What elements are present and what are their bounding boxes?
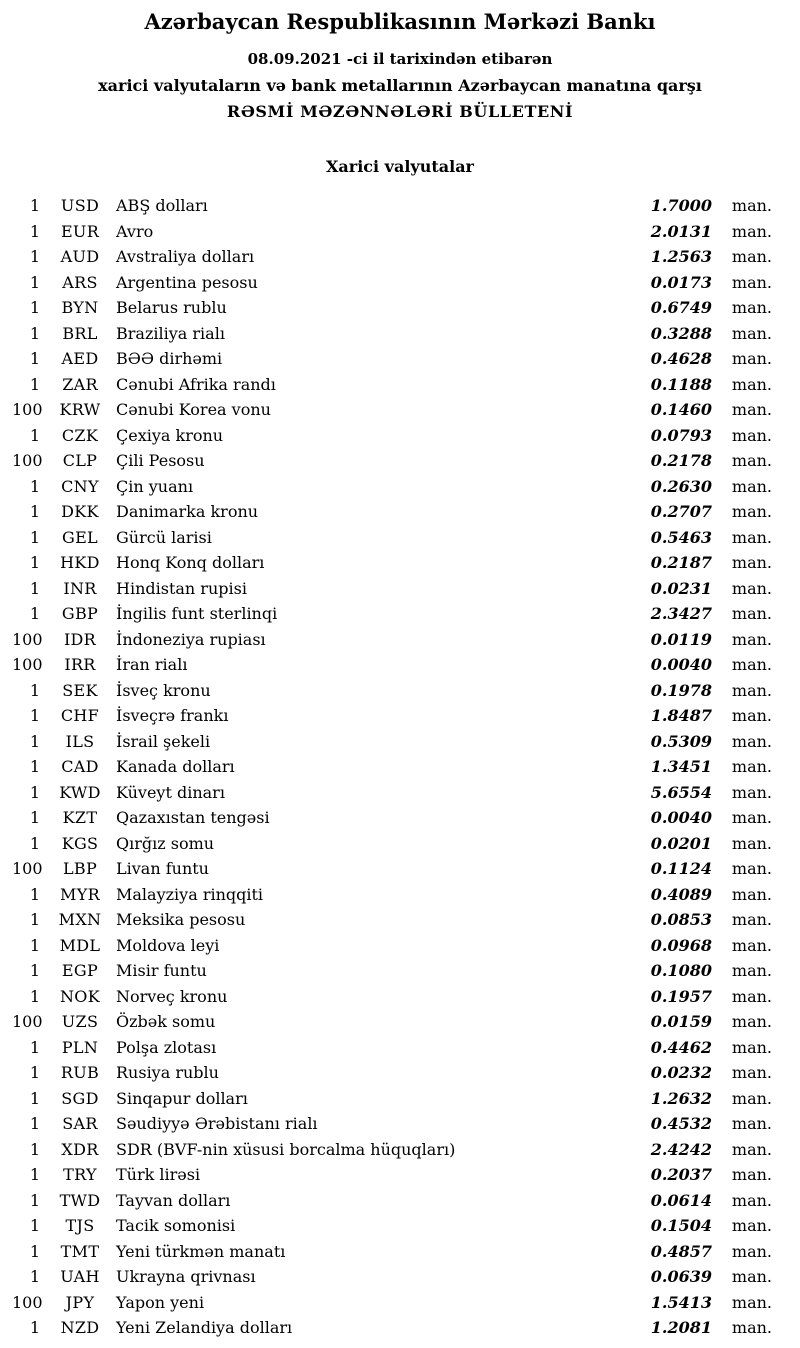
unit-label: man.	[731, 731, 772, 751]
quantity: 1	[29, 298, 40, 317]
table-row	[0, 1009, 800, 1035]
unit-label: man.	[731, 1267, 772, 1286]
rate-value: 0.0968	[650, 935, 712, 955]
unit-label: man.	[731, 884, 772, 904]
currency-name: Meksika pesosu	[116, 910, 246, 929]
table-row	[0, 219, 800, 245]
table-row	[0, 1264, 800, 1290]
quantity: 100	[12, 859, 43, 878]
table-row	[0, 295, 800, 321]
currency-name: İsveç kronu	[116, 680, 211, 700]
quantity: 1	[29, 782, 40, 802]
currency-name: Tacik somonisi	[116, 1216, 236, 1235]
rate-value: 0.4628	[650, 349, 712, 368]
rate-value: 0.0793	[650, 425, 712, 445]
quantity: 1	[29, 1165, 40, 1184]
quantity: 1	[29, 1063, 40, 1082]
currency-name: İsveçrə frankı	[116, 706, 229, 725]
currency-name: Yeni türkmən manatı	[116, 1241, 286, 1261]
currency-code: CZK	[61, 425, 99, 445]
table-row	[0, 397, 800, 423]
currency-code: MYR	[60, 884, 100, 904]
currency-name: Polşa zlotası	[116, 1037, 217, 1057]
table-row	[0, 499, 800, 525]
currency-name: Avro	[116, 221, 154, 241]
table-row	[0, 270, 800, 296]
quantity: 1	[29, 196, 40, 215]
quantity: 100	[12, 400, 43, 419]
currency-code: HKD	[60, 553, 100, 572]
currency-code: EUR	[60, 221, 100, 241]
rate-value: 0.0232	[650, 1063, 712, 1082]
currency-code: CHF	[60, 706, 100, 725]
table-row	[0, 703, 800, 729]
quantity: 1	[29, 374, 40, 394]
currency-name: Malayziya rinqqiti	[116, 884, 264, 904]
unit-label: man.	[731, 298, 772, 317]
unit-label: man.	[731, 1292, 772, 1312]
currency-name: Səudiyyə Ərəbistanı rialı	[116, 1114, 318, 1133]
rate-value: 0.2187	[650, 553, 712, 572]
currency-code: SGD	[61, 1088, 99, 1108]
quantity: 1	[29, 349, 40, 368]
table-row	[0, 1315, 800, 1341]
currency-code: ILS	[65, 731, 95, 751]
quantity: 1	[29, 221, 40, 241]
quantity: 1	[29, 1037, 40, 1057]
currency-name: Kanada dolları	[116, 757, 235, 776]
subtitle-line-1: xarici valyutaların və bank metallarının Azərbaycan manatına qarşı	[98, 76, 702, 95]
currency-code: IDR	[63, 629, 97, 649]
table-row	[0, 984, 800, 1010]
quantity: 1	[29, 757, 40, 776]
quantity: 1	[29, 935, 40, 955]
table-row	[0, 958, 800, 984]
quantity: 100	[12, 1292, 43, 1312]
currency-name: Rusiya rublu	[116, 1063, 219, 1082]
rate-value: 0.0201	[650, 833, 712, 853]
quantity: 1	[29, 986, 40, 1006]
unit-label: man.	[731, 655, 772, 674]
subtitle-line-2: RƏSMİ MƏZƏNNƏLƏRİ BÜLLETENİ	[226, 102, 574, 121]
unit-label: man.	[731, 961, 772, 980]
unit-label: man.	[731, 757, 772, 776]
unit-label: man.	[731, 629, 772, 649]
quantity: 1	[29, 425, 40, 445]
rate-value: 0.0159	[650, 1012, 712, 1031]
unit-label: man.	[731, 502, 772, 521]
rate-value: 0.1460	[650, 400, 712, 419]
unit-label: man.	[731, 833, 772, 853]
table-row	[0, 346, 800, 372]
quantity: 1	[29, 1216, 40, 1235]
table-row	[0, 474, 800, 500]
currency-code: NOK	[60, 986, 100, 1006]
quantity: 1	[29, 247, 40, 266]
rate-value: 5.6554	[650, 782, 712, 802]
unit-label: man.	[731, 910, 772, 929]
unit-label: man.	[731, 1241, 772, 1261]
unit-label: man.	[731, 221, 772, 241]
quantity: 1	[29, 1241, 40, 1261]
currency-code: ZAR	[62, 374, 98, 394]
table-row	[0, 856, 800, 882]
unit-label: man.	[731, 323, 772, 343]
quantity: 1	[29, 323, 40, 343]
rate-value: 0.0040	[650, 808, 712, 827]
currency-code: INR	[63, 578, 97, 598]
table-row	[0, 882, 800, 908]
quantity: 1	[29, 731, 40, 751]
unit-label: man.	[731, 604, 772, 623]
rate-value: 0.6749	[650, 298, 712, 317]
rate-value: 0.1978	[650, 680, 712, 700]
quantity: 1	[29, 833, 40, 853]
rate-value: 0.4089	[650, 884, 712, 904]
quantity: 1	[29, 1318, 40, 1337]
unit-label: man.	[731, 196, 772, 215]
currency-name: Danimarka kronu	[116, 502, 259, 521]
unit-label: man.	[731, 578, 772, 598]
currency-name: Sinqapur dolları	[116, 1088, 248, 1108]
rate-value: 2.3427	[650, 604, 712, 623]
currency-name: Çexiya kronu	[116, 425, 224, 445]
currency-code: LBP	[62, 859, 98, 878]
rate-value: 0.0231	[650, 578, 712, 598]
unit-label: man.	[731, 349, 772, 368]
rate-value: 1.2081	[650, 1318, 712, 1337]
currency-name: Cənubi Korea vonu	[116, 400, 271, 419]
table-row	[0, 193, 800, 219]
rate-value: 0.0173	[650, 272, 712, 292]
rate-value: 0.1188	[650, 374, 712, 394]
currency-code: NZD	[60, 1318, 100, 1337]
quantity: 1	[29, 578, 40, 598]
rate-value: 0.1504	[650, 1216, 712, 1235]
rate-value: 1.5413	[650, 1292, 712, 1312]
table-row	[0, 831, 800, 857]
rate-value: 0.2037	[650, 1165, 712, 1184]
currency-code: BRL	[62, 323, 98, 343]
table-row	[0, 372, 800, 398]
unit-label: man.	[731, 1012, 772, 1031]
unit-label: man.	[731, 782, 772, 802]
rate-value: 0.1124	[650, 859, 712, 878]
currency-name: Misir funtu	[116, 961, 207, 980]
currency-code: GBP	[61, 604, 99, 623]
currency-name: İran rialı	[116, 655, 188, 674]
rate-value: 0.4532	[650, 1114, 712, 1133]
rate-value: 0.0614	[650, 1190, 712, 1210]
currency-name: ABŞ dolları	[116, 196, 208, 215]
rate-value: 1.2632	[650, 1088, 712, 1108]
currency-code: JPY	[65, 1292, 95, 1312]
quantity: 1	[29, 1267, 40, 1286]
currency-name: Argentina pesosu	[116, 272, 258, 292]
unit-label: man.	[731, 374, 772, 394]
rate-value: 0.5309	[650, 731, 712, 751]
rate-value: 2.4242	[650, 1139, 712, 1159]
unit-label: man.	[731, 1088, 772, 1108]
rate-value: 0.4462	[650, 1037, 712, 1057]
quantity: 1	[29, 476, 40, 496]
rate-value: 1.8487	[650, 706, 712, 725]
currency-code: DKK	[61, 502, 99, 521]
unit-label: man.	[731, 247, 772, 266]
table-row	[0, 1086, 800, 1112]
currency-code: PLN	[61, 1037, 99, 1057]
currency-code: IRR	[64, 655, 96, 674]
quantity: 1	[29, 604, 40, 623]
table-row	[0, 1213, 800, 1239]
quantity: 1	[29, 706, 40, 725]
currency-name: Küveyt dinarı	[116, 782, 225, 802]
currency-name: Avstraliya dolları	[116, 247, 255, 266]
currency-name: Norveç kronu	[116, 986, 228, 1006]
table-row	[0, 1137, 800, 1163]
currency-code: ARS	[62, 272, 98, 292]
currency-name: Livan funtu	[116, 859, 209, 878]
table-row	[0, 576, 800, 602]
table-row	[0, 780, 800, 806]
currency-name: İngilis funt sterlinqi	[116, 604, 278, 623]
table-row	[0, 1188, 800, 1214]
currency-name: Çin yuanı	[116, 476, 194, 496]
table-row	[0, 525, 800, 551]
unit-label: man.	[731, 1165, 772, 1184]
table-row	[0, 601, 800, 627]
unit-label: man.	[731, 935, 772, 955]
currency-code: KGS	[61, 833, 99, 853]
currency-name: Hindistan rupisi	[116, 578, 247, 598]
table-row	[0, 550, 800, 576]
page-title: Azərbaycan Respublikasının Mərkəzi Bankı	[144, 9, 656, 34]
table-row	[0, 1111, 800, 1137]
table-row	[0, 805, 800, 831]
unit-label: man.	[731, 680, 772, 700]
rate-value: 0.5463	[650, 527, 712, 547]
rate-value: 0.0119	[650, 629, 712, 649]
currency-code: GEL	[62, 527, 98, 547]
unit-label: man.	[731, 400, 772, 419]
currency-name: Yeni Zelandiya dolları	[116, 1318, 293, 1337]
currency-name: Gürcü larisi	[116, 527, 212, 547]
rate-value: 0.0853	[650, 910, 712, 929]
table-row	[0, 907, 800, 933]
quantity: 100	[12, 655, 43, 674]
currency-code: MDL	[59, 935, 101, 955]
rate-value: 1.3451	[650, 757, 712, 776]
rate-value: 0.4857	[650, 1241, 712, 1261]
currency-code: XDR	[61, 1139, 99, 1159]
unit-label: man.	[731, 859, 772, 878]
unit-label: man.	[731, 1037, 772, 1057]
unit-label: man.	[731, 1114, 772, 1133]
unit-label: man.	[731, 986, 772, 1006]
currency-name: Yapon yeni	[116, 1292, 205, 1312]
unit-label: man.	[731, 272, 772, 292]
currency-code: TRY	[63, 1165, 97, 1184]
currency-code: RUB	[60, 1063, 100, 1082]
currency-name: Braziliya rialı	[116, 323, 225, 343]
currency-name: BƏƏ dirhəmi	[116, 349, 223, 368]
currency-name: İndoneziya rupiası	[116, 629, 266, 649]
table-row	[0, 1060, 800, 1086]
currency-name: Ukrayna qrivnası	[116, 1267, 256, 1286]
table-row	[0, 678, 800, 704]
rate-value: 0.2178	[650, 451, 712, 470]
unit-label: man.	[731, 553, 772, 572]
unit-label: man.	[731, 1063, 772, 1082]
quantity: 1	[29, 961, 40, 980]
currency-name: Cənubi Afrika randı	[116, 374, 276, 394]
currency-name: Honq Konq dolları	[116, 553, 265, 572]
currency-name: Belarus rublu	[116, 298, 227, 317]
currency-name: Tayvan dolları	[116, 1190, 231, 1210]
currency-code: AED	[61, 349, 99, 368]
table-row	[0, 729, 800, 755]
unit-label: man.	[731, 425, 772, 445]
quantity: 1	[29, 1139, 40, 1159]
currency-code: UZS	[61, 1012, 99, 1031]
quantity: 1	[29, 808, 40, 827]
unit-label: man.	[731, 527, 772, 547]
currency-code: SEK	[62, 680, 98, 700]
table-row	[0, 321, 800, 347]
unit-label: man.	[731, 808, 772, 827]
quantity: 1	[29, 553, 40, 572]
rate-value: 0.1957	[650, 986, 712, 1006]
table-row	[0, 754, 800, 780]
quantity: 1	[29, 680, 40, 700]
quantity: 1	[29, 502, 40, 521]
currency-code: MXN	[58, 910, 102, 929]
unit-label: man.	[731, 451, 772, 470]
quantity: 1	[29, 1088, 40, 1108]
currency-name: Qırğız somu	[116, 833, 215, 853]
currency-code: BYN	[61, 298, 99, 317]
rate-value: 0.0040	[650, 655, 712, 674]
table-row	[0, 1035, 800, 1061]
quantity: 1	[29, 527, 40, 547]
rate-value: 1.7000	[650, 196, 712, 215]
table-row	[0, 1162, 800, 1188]
quantity: 100	[12, 629, 43, 649]
currency-code: CLP	[62, 451, 98, 470]
quantity: 1	[29, 1114, 40, 1133]
quantity: 1	[29, 1190, 40, 1210]
unit-label: man.	[731, 1139, 772, 1159]
table-row	[0, 652, 800, 678]
currency-code: TJS	[65, 1216, 95, 1235]
section-title-foreign-currencies: Xarici valyutalar	[326, 157, 474, 176]
quantity: 100	[12, 1012, 43, 1031]
currency-name: Türk lirəsi	[116, 1165, 201, 1184]
table-row	[0, 448, 800, 474]
currency-name: Moldova leyi	[116, 935, 220, 955]
unit-label: man.	[731, 1216, 772, 1235]
quantity: 1	[29, 884, 40, 904]
currency-name: Özbək somu	[116, 1012, 216, 1031]
currency-name: İsrail şekeli	[116, 731, 211, 751]
currency-code: KWD	[59, 782, 101, 802]
rate-value: 0.2630	[650, 476, 712, 496]
currency-code: CAD	[61, 757, 99, 776]
unit-label: man.	[731, 1190, 772, 1210]
table-row	[0, 933, 800, 959]
currency-name: Qazaxıstan tengəsi	[116, 808, 270, 827]
rate-value: 0.0639	[650, 1267, 712, 1286]
table-row	[0, 1239, 800, 1265]
unit-label: man.	[731, 476, 772, 496]
currency-name: Çili Pesosu	[116, 451, 205, 470]
currency-code: SAR	[62, 1114, 98, 1133]
rate-value: 0.3288	[650, 323, 712, 343]
effective-date-line: 08.09.2021 -ci il tarixindən etibarən	[247, 50, 553, 68]
rate-value: 0.1080	[650, 961, 712, 980]
rate-value: 0.2707	[650, 502, 712, 521]
currency-code: EGP	[61, 961, 99, 980]
currency-code: AUD	[60, 247, 100, 266]
rates-table	[0, 193, 800, 1341]
currency-code: KRW	[59, 400, 101, 419]
currency-code: UAH	[60, 1267, 100, 1286]
rate-value: 2.0131	[650, 221, 712, 241]
quantity: 1	[29, 910, 40, 929]
currency-name: SDR (BVF-nin xüsusi borcalma hüquqları)	[116, 1139, 456, 1159]
quantity: 1	[29, 272, 40, 292]
currency-code: CNY	[61, 476, 99, 496]
table-row	[0, 423, 800, 449]
unit-label: man.	[731, 1318, 772, 1337]
currency-code: TWD	[59, 1190, 101, 1210]
table-row	[0, 627, 800, 653]
table-row	[0, 244, 800, 270]
currency-code: KZT	[62, 808, 98, 827]
table-row	[0, 1290, 800, 1316]
quantity: 100	[12, 451, 43, 470]
currency-code: USD	[60, 196, 100, 215]
rate-value: 1.2563	[650, 247, 712, 266]
unit-label: man.	[731, 706, 772, 725]
currency-code: TMT	[60, 1241, 100, 1261]
